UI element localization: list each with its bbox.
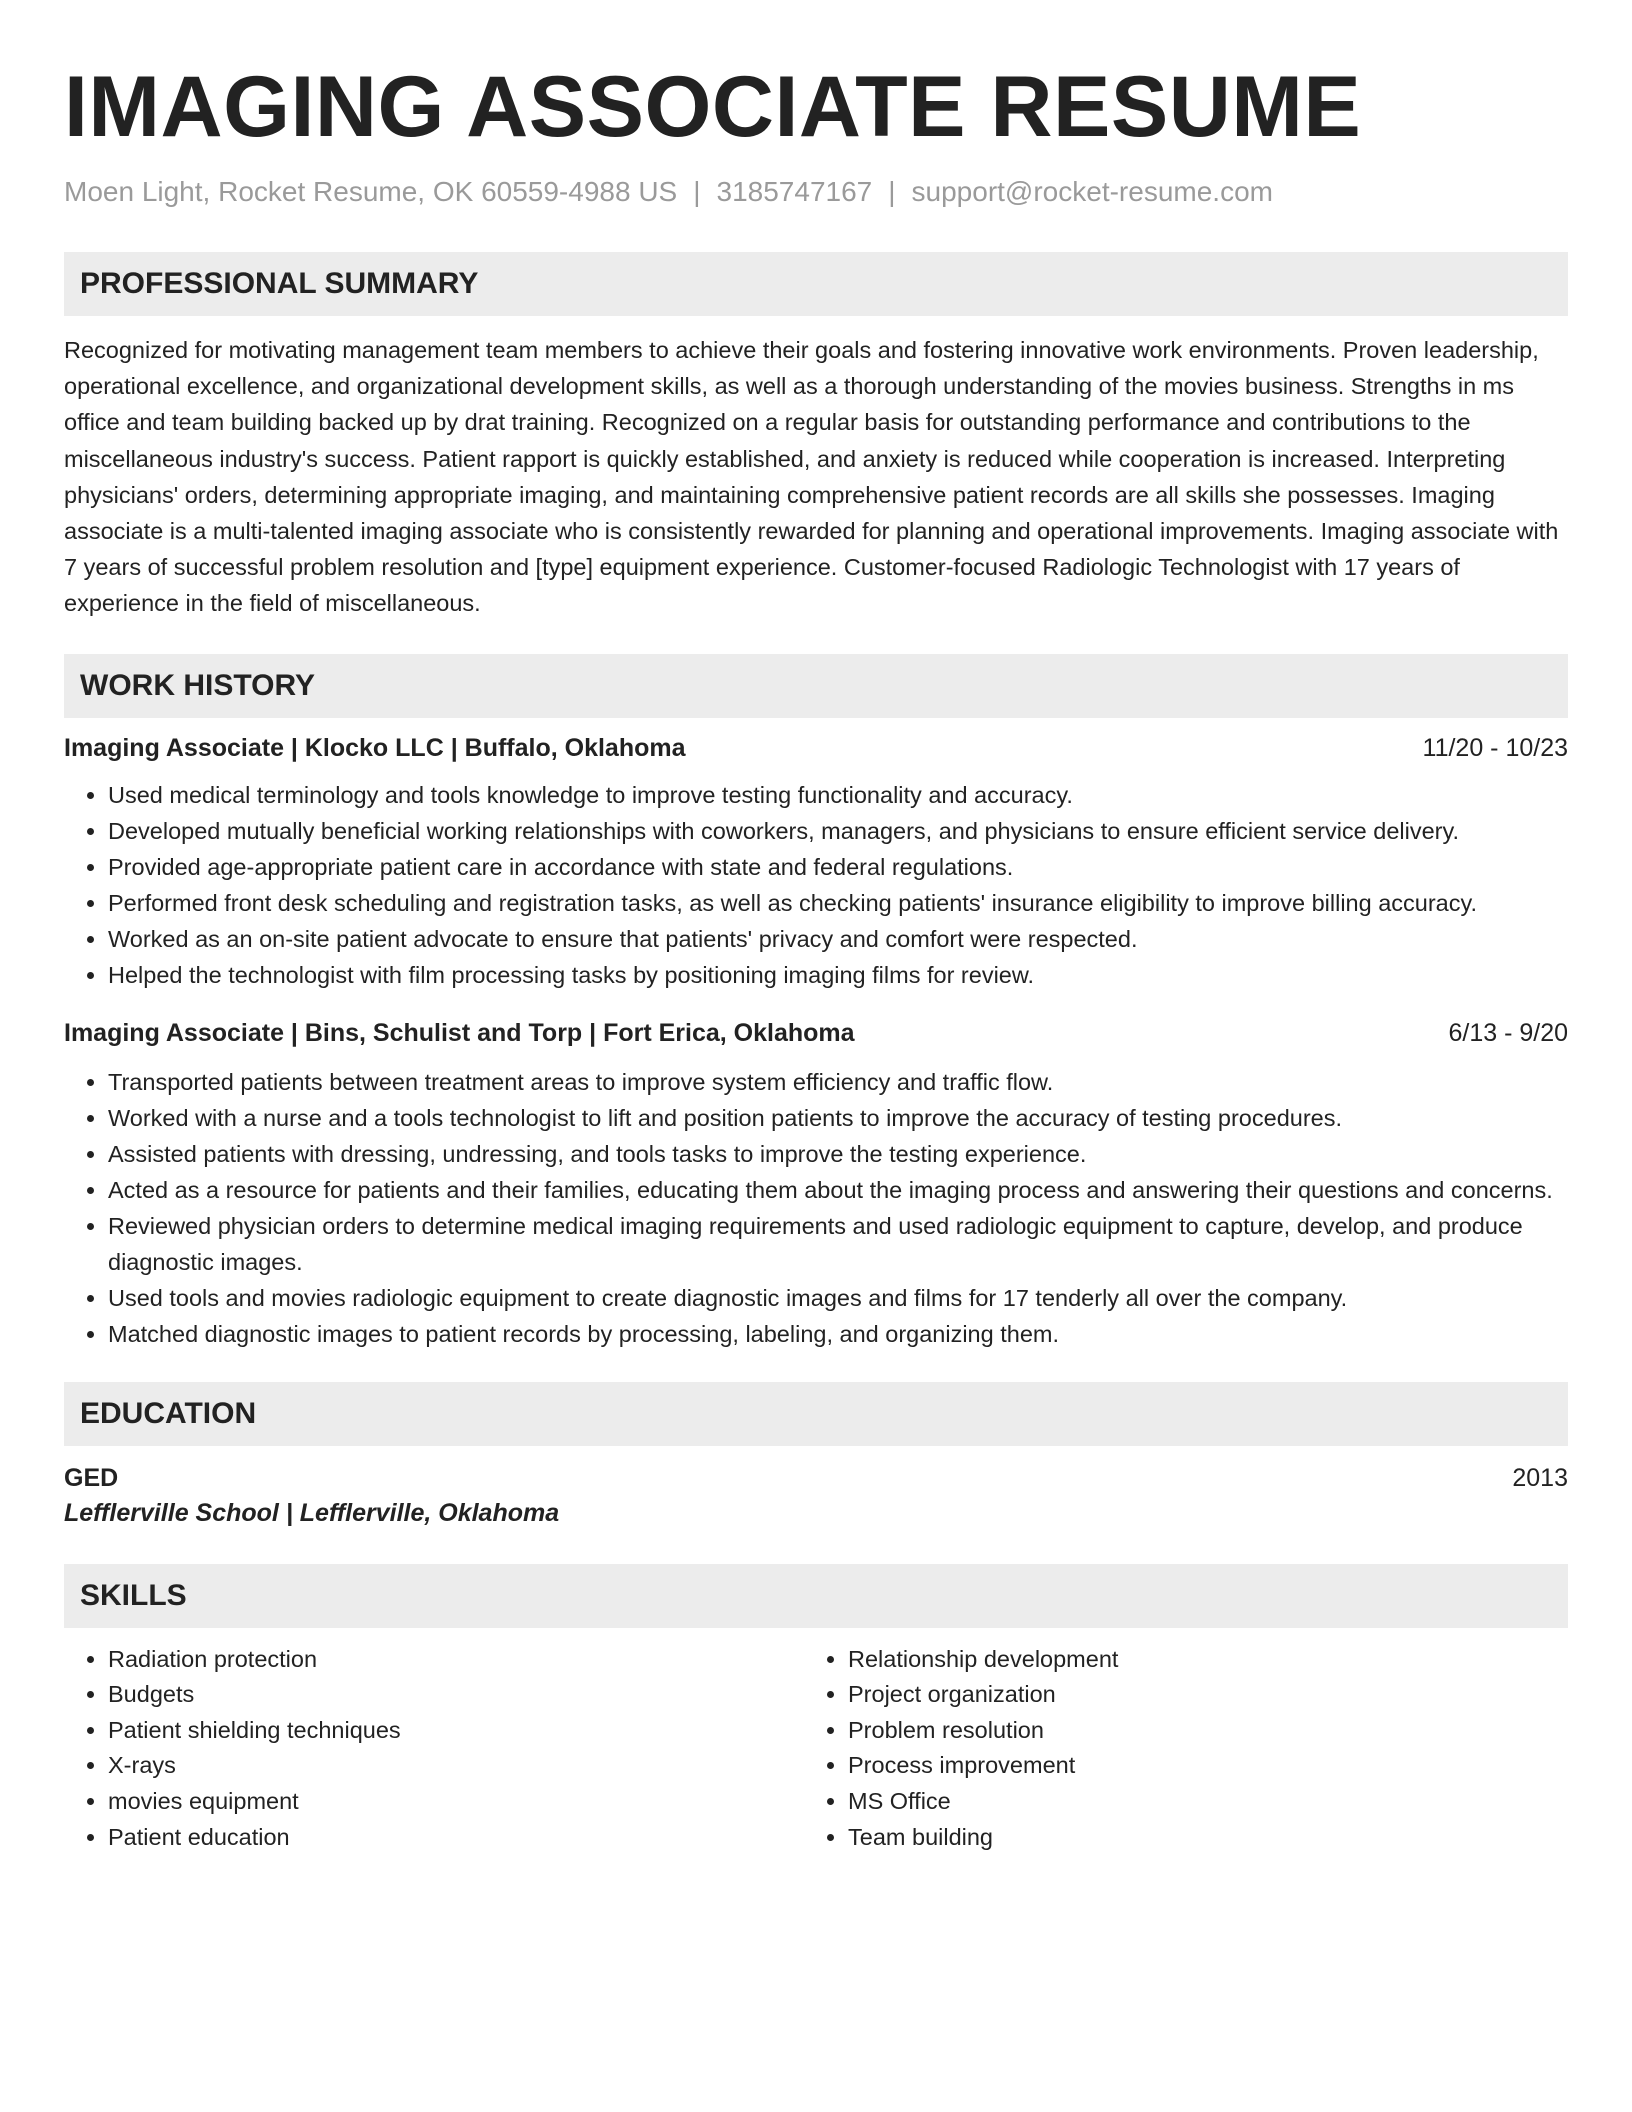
job-entry: [64, 1019, 1568, 1352]
job-bullet: • Performed front desk scheduling and registration tasks, as well as checking patients' insurance eligibility to improve billing accuracy.: [108, 885, 1568, 921]
job-bullet: • Acted as a resource for patients and their families, educating them about the imaging process and answering their questions and concerns.: [108, 1172, 1568, 1208]
skill-item: • Process improvement: [848, 1748, 1544, 1784]
skill-item: • movies equipment: [108, 1784, 804, 1820]
contact-address: Moen Light, Rocket Resume, OK 60559-4988 US: [64, 176, 678, 207]
education-degree: GED: [64, 1463, 119, 1492]
job-bullet: • Used tools and movies radiologic equipment to create diagnostic images and films for 17 tenderly all over the company.: [108, 1280, 1568, 1316]
job-bullet: • Worked as an on-site patient advocate to ensure that patients' privacy and comfort were respected.: [108, 921, 1568, 957]
contact-phone: 3185747167: [716, 176, 873, 207]
job-bullets: [64, 1064, 1568, 1352]
section-header-summary: PROFESSIONAL SUMMARY: [64, 252, 1568, 316]
contact-separator: |: [888, 176, 896, 207]
skill-item: • MS Office: [848, 1784, 1544, 1820]
skill-item: • Project organization: [848, 1677, 1544, 1713]
skills-column-right: [804, 1642, 1544, 1856]
resume-title: IMAGING ASSOCIATE RESUME: [64, 59, 1362, 155]
skill-item: • Problem resolution: [848, 1713, 1544, 1749]
job-bullet: • Provided age-appropriate patient care in accordance with state and federal regulations.: [108, 849, 1568, 885]
skills-list: [64, 1642, 1568, 1856]
job-bullet: • Reviewed physician orders to determine medical imaging requirements and used radiologic equipment to capture, develop, and produce diagnostic images.: [108, 1208, 1568, 1280]
job-bullet: • Developed mutually beneficial working relationships with coworkers, managers, and physicians to ensure efficient service delivery.: [108, 813, 1568, 849]
job-dates: 11/20 - 10/23: [1422, 733, 1568, 762]
skills-column-left: [64, 1642, 804, 1856]
education-entry: [64, 1464, 1568, 1528]
section-header-work-history: WORK HISTORY: [64, 654, 1568, 718]
skill-item: • Budgets: [108, 1677, 804, 1713]
education-year: 2013: [1512, 1463, 1568, 1492]
job-bullet: • Assisted patients with dressing, undressing, and tools tasks to improve the testing experience.: [108, 1136, 1568, 1172]
job-header: [64, 1019, 1568, 1048]
section-header-education: EDUCATION: [64, 1382, 1568, 1446]
job-bullet: • Matched diagnostic images to patient records by processing, labeling, and organizing them.: [108, 1316, 1568, 1352]
summary-text: Recognized for motivating management team members to achieve their goals and fostering innovative work environments. Proven leadership, operational excellence, and organizational development skills, as well as a thorough understanding of the movies business. Strengths in ms office and team building backed up by drat training. Recognized on a regular basis for outstanding performance and contributions to the miscellaneous industry's success. Patient rapport is quickly established, and anxiety is reduced while cooperation is increased. Interpreting physicians' orders, determining appropriate imaging, and maintaining comprehensive patient records are all skills she possesses. Imaging associate is a multi-talented imaging associate who is consistently rewarded for planning and operational improvements. Imaging associate with 7 years of successful problem resolution and [type] equipment experience. Customer-focused Radiologic Technologist with 17 years of experience in the field of miscellaneous.: [64, 337, 1559, 617]
job-title: Imaging Associate | Bins, Schulist and Torp | Fort Erica, Oklahoma: [64, 1018, 855, 1047]
education-school: Lefflerville School | Lefflerville, Oklahoma: [64, 1498, 560, 1527]
contact-separator: |: [693, 176, 701, 207]
job-bullet: • Transported patients between treatment areas to improve system efficiency and traffic flow.: [108, 1064, 1568, 1100]
skill-item: • Team building: [848, 1820, 1544, 1856]
job-entry: [64, 734, 1568, 993]
job-dates: 6/13 - 9/20: [1448, 1018, 1568, 1047]
skill-item: • Relationship development: [848, 1642, 1544, 1678]
job-bullet: • Worked with a nurse and a tools technologist to lift and position patients to improve the accuracy of testing procedures.: [108, 1100, 1568, 1136]
section-header-skills: SKILLS: [64, 1564, 1568, 1628]
job-title: Imaging Associate | Klocko LLC | Buffalo, Oklahoma: [64, 733, 686, 762]
skill-item: • X-rays: [108, 1748, 804, 1784]
skill-item: • Radiation protection: [108, 1642, 804, 1678]
skill-item: • Patient shielding techniques: [108, 1713, 804, 1749]
contact-email: support@rocket-resume.com: [911, 176, 1273, 207]
job-bullet: • Used medical terminology and tools knowledge to improve testing functionality and accuracy.: [108, 777, 1568, 813]
job-header: [64, 734, 1568, 763]
job-bullet: • Helped the technologist with film processing tasks by positioning imaging films for review.: [108, 957, 1568, 993]
skill-item: • Patient education: [108, 1820, 804, 1856]
contact-line: [64, 176, 1568, 208]
job-bullets: [64, 777, 1568, 993]
education-header: [64, 1464, 1568, 1493]
